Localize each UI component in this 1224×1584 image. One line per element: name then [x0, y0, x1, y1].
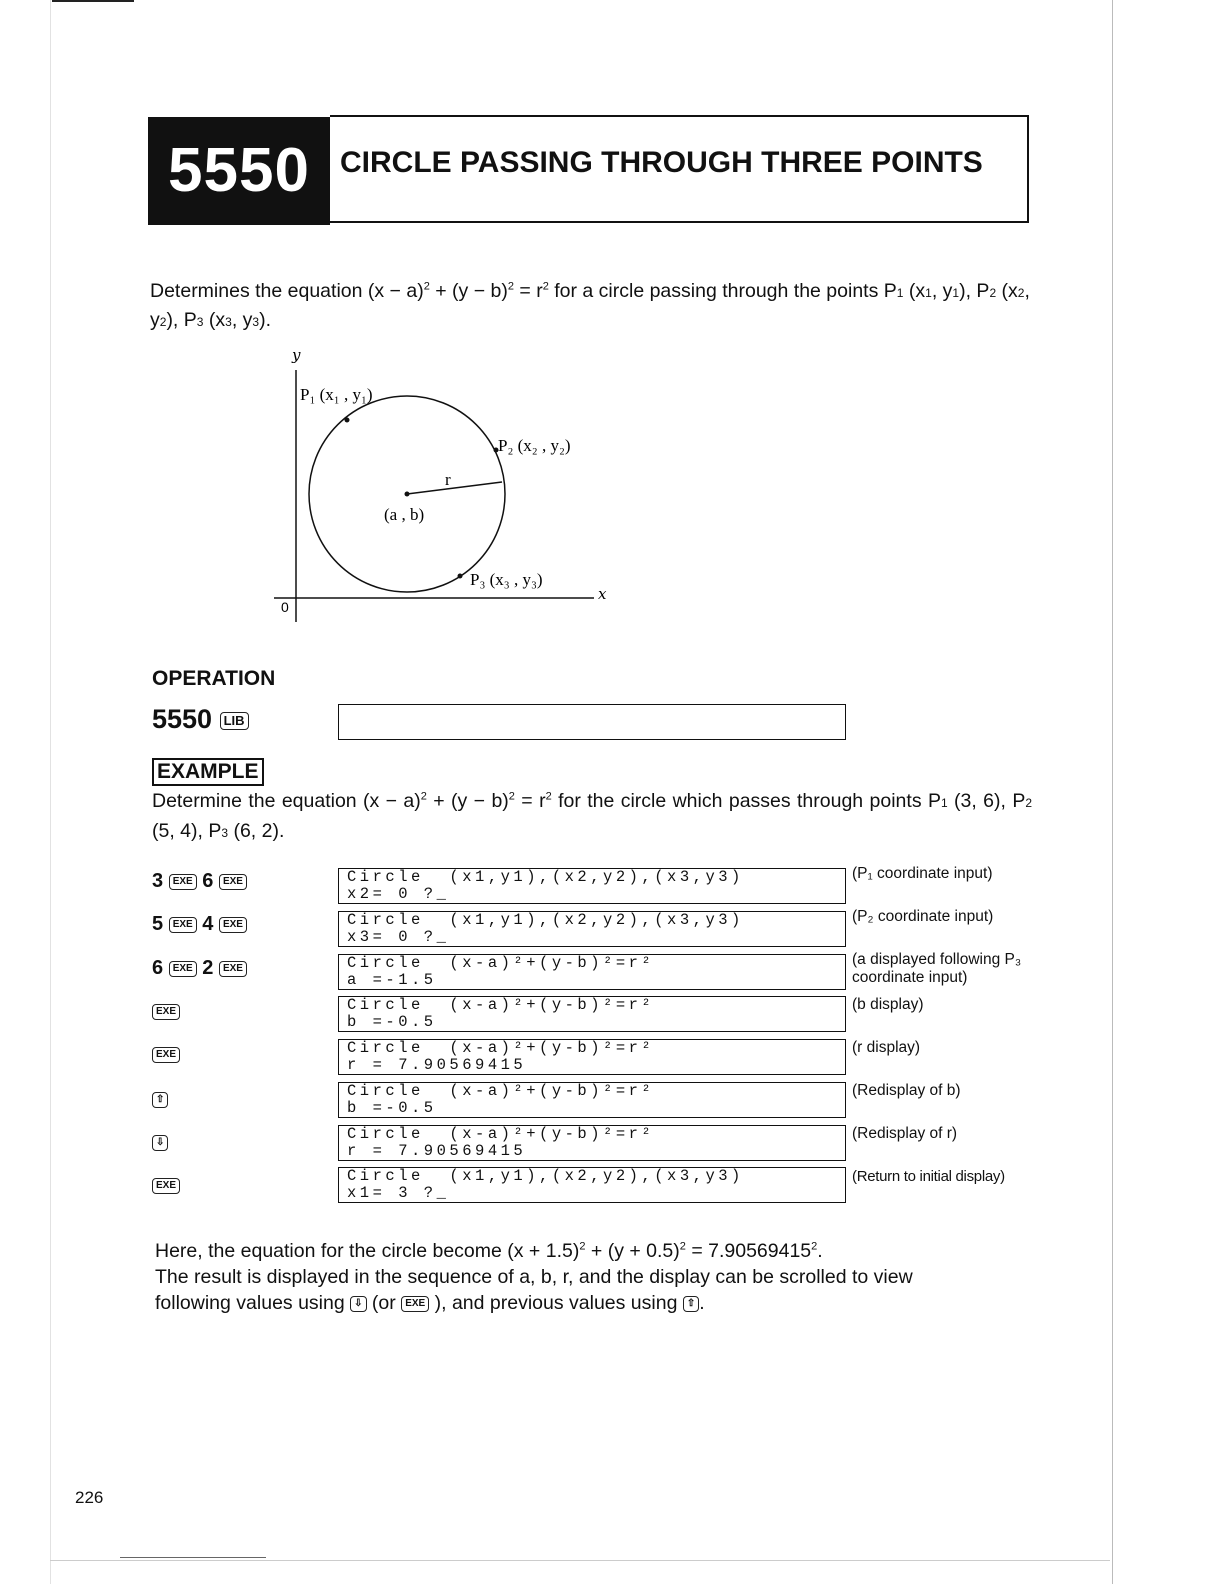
y-axis-label: y	[292, 346, 301, 364]
program-number: 5550	[148, 117, 330, 225]
step-note: (Return to initial display)	[852, 1168, 1005, 1185]
exe-key-icon: EXE	[169, 874, 197, 890]
result-line-3: following values using ⇩ (or EXE ), and previous values using ⇧ .	[155, 1292, 705, 1314]
step-display	[338, 911, 846, 947]
display-line-2: r = 7.90569415	[347, 1142, 527, 1160]
exe-key-icon: EXE	[169, 917, 197, 933]
display-line-1: Circle (x-a)²+(y-b)²=r²	[347, 1039, 655, 1057]
step-keys: 6 EXE 2 EXE	[152, 957, 247, 980]
step-display	[338, 1125, 846, 1161]
operation-code: 5550	[152, 704, 213, 734]
operation-display	[338, 704, 846, 740]
display-line-2: r = 7.90569415	[347, 1056, 527, 1074]
origin-label: 0	[281, 599, 289, 615]
page-edge-bottom	[50, 1560, 1110, 1561]
exe-key-icon: EXE	[169, 961, 197, 977]
result-line-2: The result is displayed in the sequence of a, b, r, and the display can be scrolled to view	[155, 1266, 913, 1288]
p2-label: P₂ (x₂ , y₂)	[498, 436, 571, 455]
example-paragraph: Determine the equation $(x - a)^2 + (y - b)^2 = r^2$ for the circle which passes through points P1 (3, 6), P2 (5, 4), P3 (6, 2).	[152, 790, 1033, 842]
step-display	[338, 1167, 846, 1203]
display-line-1: Circle (x-a)²+(y-b)²=r²	[347, 954, 655, 972]
page-number: 226	[75, 1488, 104, 1507]
p1-label: P₁ (x₁ , y₁)	[300, 385, 373, 404]
down-arrow-key-icon: ⇩	[350, 1296, 366, 1312]
display-line-1	[339, 739, 845, 740]
page-title: CIRCLE PASSING THROUGH THREE POINTS	[340, 146, 983, 179]
lib-key-icon: LIB	[220, 712, 249, 730]
exe-key-icon: EXE	[152, 1004, 180, 1020]
example-label: EXAMPLE	[152, 758, 264, 786]
result-line-1: Here, the equation for the circle become $(x + 1.5)^2 + (y + 0.5)^2 = 7.90569415^2$.	[155, 1240, 823, 1262]
bottom-rule	[120, 1557, 266, 1558]
exe-key-icon: EXE	[219, 874, 247, 890]
step-note: (Redisplay of b)	[852, 1082, 961, 1099]
exe-key-icon: EXE	[219, 917, 247, 933]
step-note: (a displayed following P₃ coordinate input)	[852, 951, 1022, 986]
display-line-1: Circle (x1,y1),(x2,y2),(x3,y3)	[347, 1167, 744, 1185]
display-line-1: Circle (x-a)²+(y-b)²=r²	[347, 996, 655, 1014]
step-keys: 5 EXE 4 EXE	[152, 913, 247, 936]
display-line-1: Circle (x1,y1),(x2,y2),(x3,y3)	[347, 868, 744, 886]
step-keys: 3 EXE 6 EXE	[152, 870, 247, 893]
step-display	[338, 1082, 846, 1118]
display-line-2: x3= 0 ?_	[347, 928, 450, 946]
step-note: (b display)	[852, 996, 924, 1013]
step-display	[338, 996, 846, 1032]
up-arrow-key-icon: ⇧	[683, 1296, 699, 1312]
step-keys	[152, 1088, 168, 1111]
radius-label: r	[445, 470, 451, 489]
operation-key-sequence	[152, 704, 249, 735]
display-line-1: Circle (x-a)²+(y-b)²=r²	[347, 1082, 655, 1100]
circle-diagram	[260, 340, 620, 630]
step-keys	[152, 1000, 180, 1023]
exe-key-icon: EXE	[152, 1178, 180, 1194]
center-point	[405, 492, 410, 497]
up-arrow-key-icon: ⇧	[152, 1092, 168, 1108]
display-line-1: Circle (x-a)²+(y-b)²=r²	[347, 1125, 655, 1143]
display-line-2: b =-0.5	[347, 1099, 437, 1117]
result-paragraph	[155, 1238, 1035, 1316]
display-line-2: a =-1.5	[347, 971, 437, 989]
step-keys	[152, 1174, 180, 1197]
step-note: (Redisplay of r)	[852, 1125, 958, 1142]
step-keys	[152, 1131, 168, 1154]
step-note: (r display)	[852, 1039, 921, 1056]
step-display	[338, 1039, 846, 1075]
exe-key-icon: EXE	[219, 961, 247, 977]
down-arrow-key-icon: ⇩	[152, 1135, 168, 1151]
display-line-1: Circle (x1,y1),(x2,y2),(x3,y3)	[347, 911, 744, 929]
step-keys	[152, 1043, 180, 1066]
display-line-2: x1= 3 ?_	[347, 1184, 450, 1202]
center-label: (a , b)	[384, 505, 425, 524]
display-line-2: b =-0.5	[347, 1013, 437, 1031]
point-p1	[345, 418, 350, 423]
page-edge-right	[1112, 0, 1113, 1584]
display-line-2: x2= 0 ?_	[347, 885, 450, 903]
exe-key-icon: EXE	[152, 1047, 180, 1063]
step-display	[338, 868, 846, 904]
p3-label: P₃ (x₃ , y₃)	[470, 570, 543, 589]
operation-heading: OPERATION	[152, 667, 276, 690]
radius-line	[407, 482, 502, 494]
page-edge-left	[50, 0, 51, 1584]
intro-paragraph: Determines the equation $(x - a)^2 + (y - b)^2 = r^2$ for a circle passing through the points P1 (x1, y1), P2 (x2, y2), P3 (x3, y3).	[150, 280, 1030, 331]
x-axis-label: x	[598, 585, 607, 603]
step-display	[338, 954, 846, 990]
step-note: (P₂ coordinate input)	[852, 908, 994, 925]
exe-key-icon: EXE	[401, 1296, 429, 1312]
point-p3	[458, 574, 463, 579]
step-note: (P₁ coordinate input)	[852, 865, 993, 882]
top-rule	[52, 0, 134, 2]
